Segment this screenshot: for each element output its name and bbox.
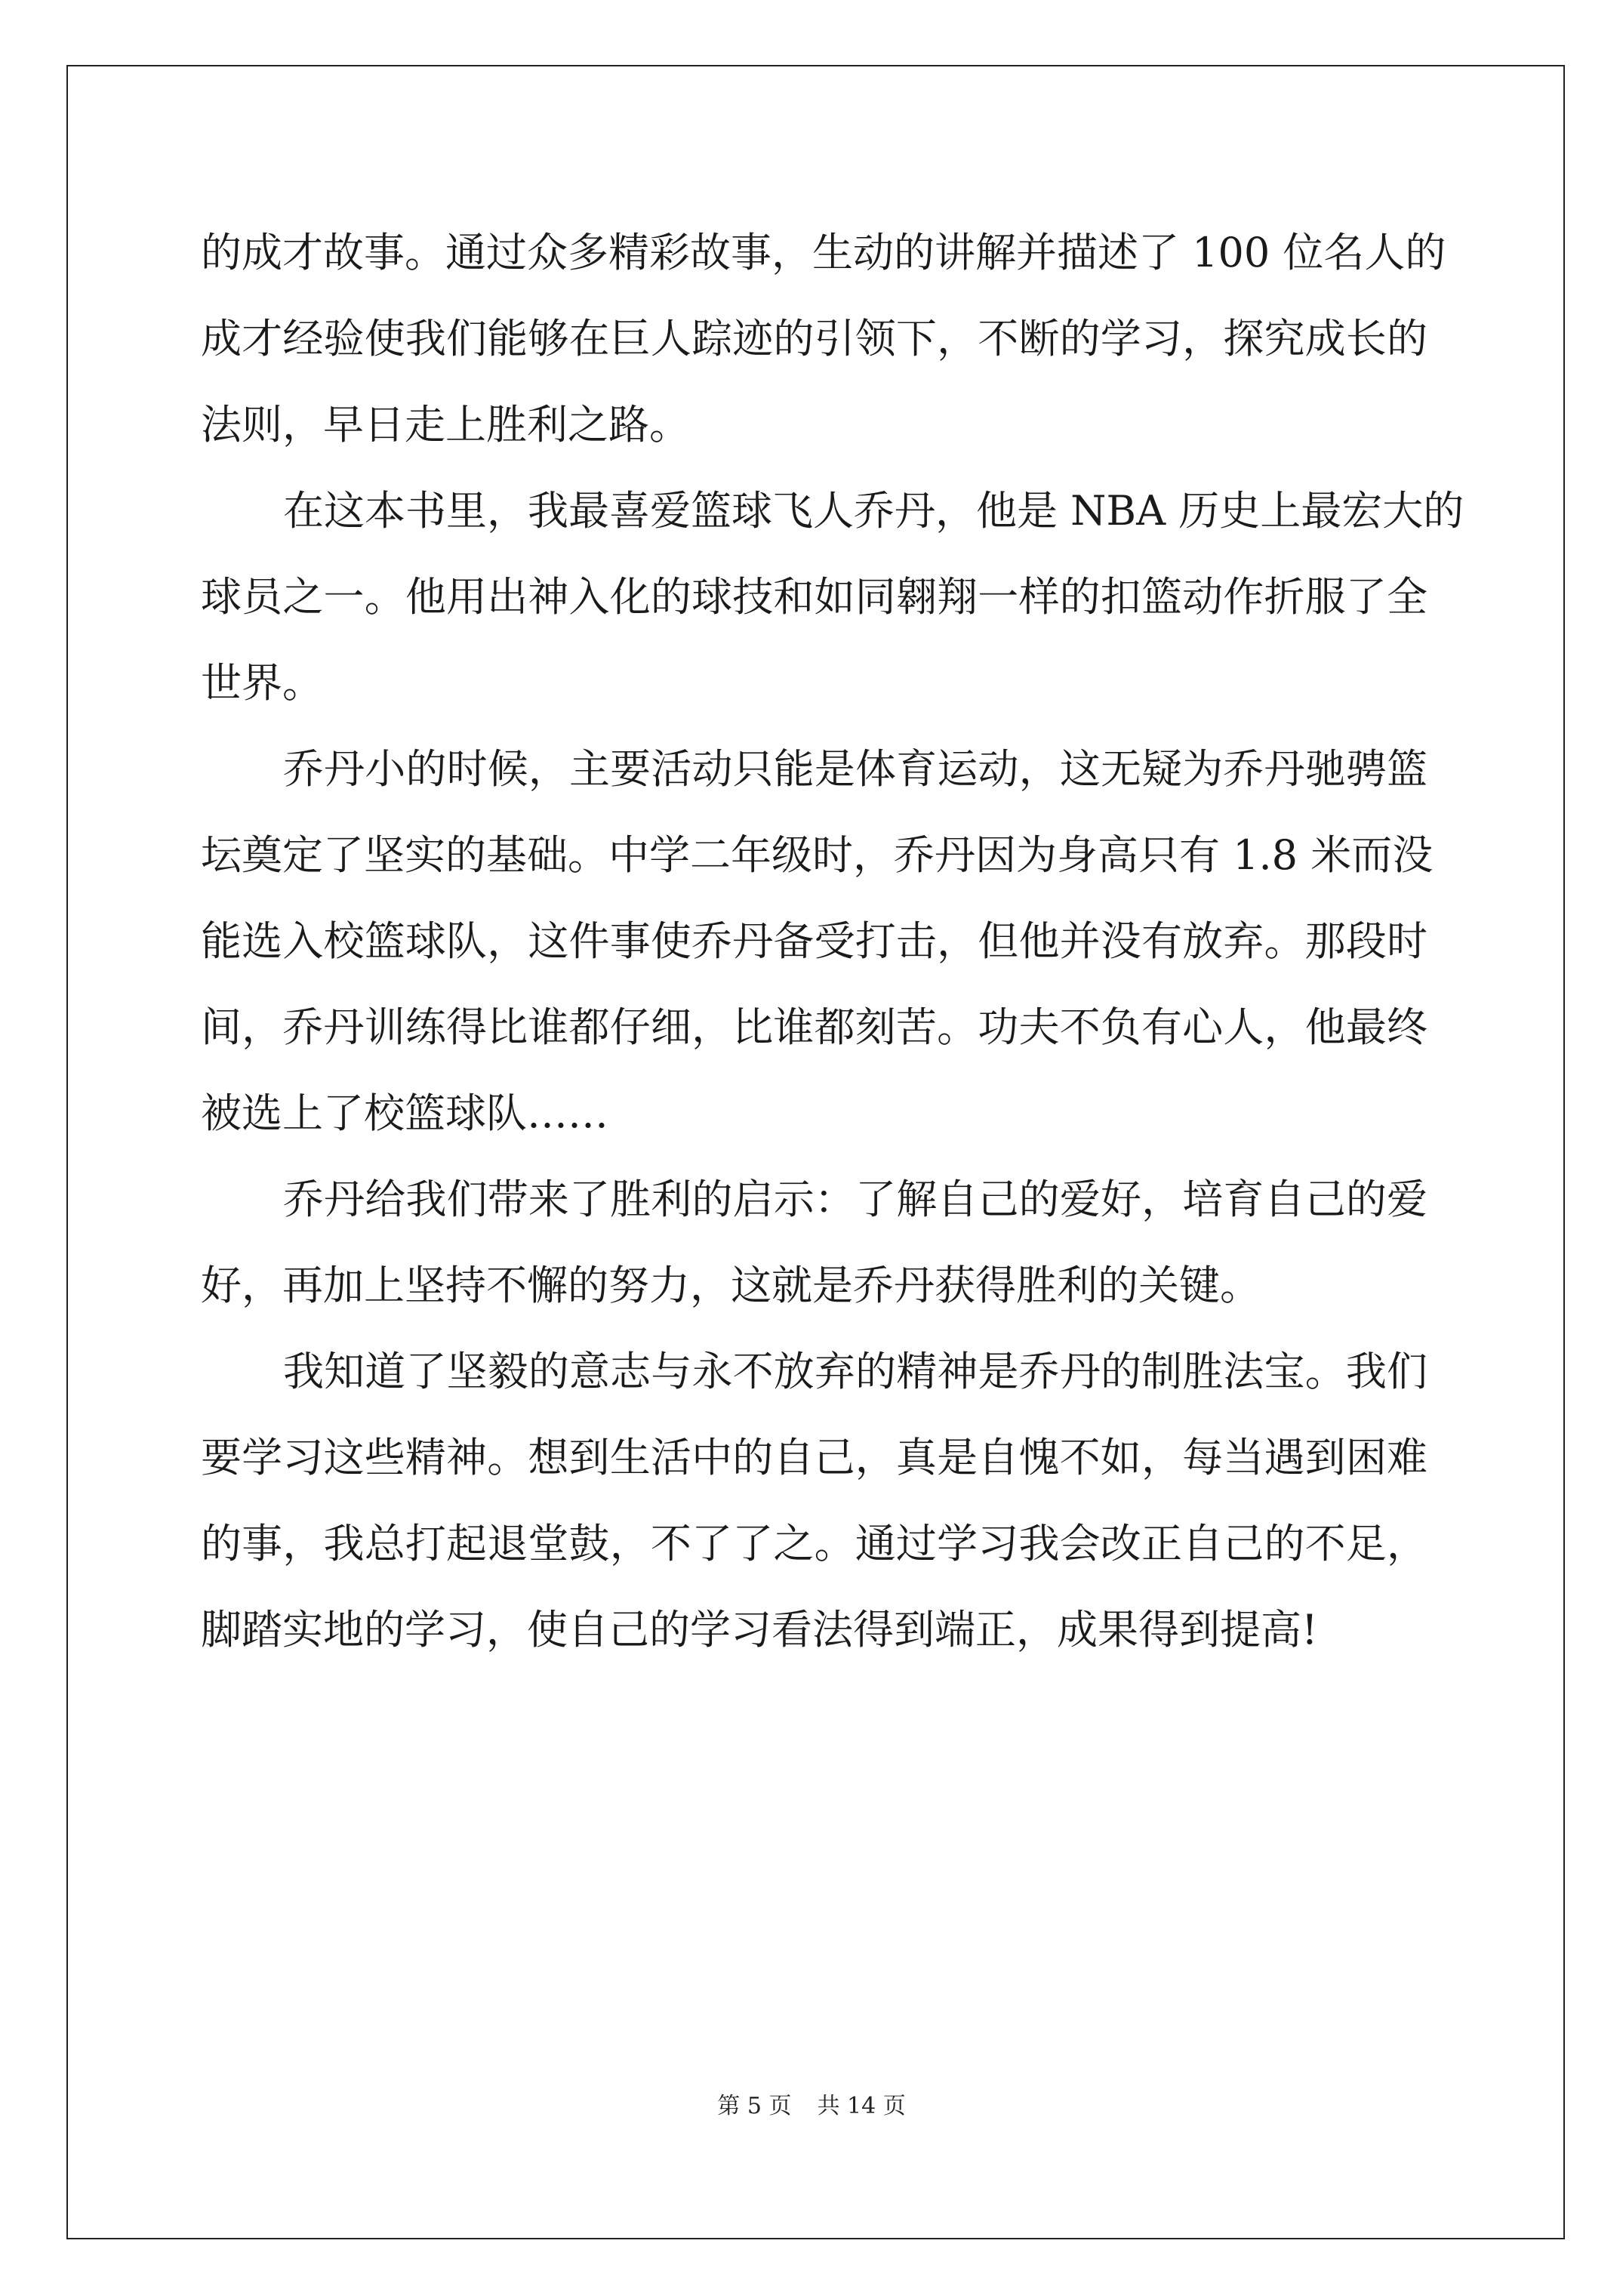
text-line: 乔丹小的时候，主要活动只能是体育运动，这无疑为乔丹驰骋篮 — [283, 745, 1427, 793]
text-line: 好，再加上坚持不懈的努力，这就是乔丹获得胜利的关键。 — [201, 1262, 1261, 1309]
text-line: 间，乔丹训练得比谁都仔细，比谁都刻苦。功夫不负有心人，他最终 — [201, 1003, 1427, 1051]
text-line: 成才经验使我们能够在巨人踪迹的引领下，不断的学习，探究成长的 — [201, 315, 1427, 362]
text-line: 脚踏实地的学习，使自己的学习看法得到端正，成果得到提高! — [201, 1606, 1318, 1653]
text-line: 我知道了坚毅的意志与永不放弃的精神是乔丹的制胜法宝。我们 — [283, 1348, 1427, 1395]
text-line: 能选入校篮球队，这件事使乔丹备受打击，但他并没有放弃。那段时 — [201, 917, 1427, 965]
page-footer — [0, 2091, 1623, 2122]
text-line: 世界。 — [201, 659, 323, 707]
paragraph — [201, 1329, 1427, 1673]
text-line: 法则，早日走上胜利之路。 — [201, 401, 690, 448]
page-total: 共 14 页 — [817, 2093, 906, 2119]
text-line: 球员之一。他用出神入化的球技和如同翱翔一样的扣篮动作折服了全 — [201, 573, 1427, 621]
text-line: 坛奠定了坚实的基础。中学二年级时，乔丹因为身高只有 1.8 米而没 — [201, 831, 1434, 879]
page-number: 第 5 页 — [717, 2093, 792, 2119]
text-line: 被选上了校篮球队…… — [201, 1089, 608, 1137]
text-line: 在这本书里，我最喜爱篮球飞人乔丹，他是 NBA 历史上最宏大的 — [283, 487, 1464, 535]
paragraph — [201, 726, 1434, 1157]
text-line: 乔丹给我们带来了胜利的启示：了解自己的爱好，培育自己的爱 — [283, 1176, 1427, 1223]
paragraph — [201, 210, 1446, 468]
text-line: 要学习这些精神。想到生活中的自己，真是自愧不如，每当遇到困难 — [201, 1434, 1427, 1481]
document-body — [201, 210, 1464, 1673]
text-line: 的事，我总打起退堂鼓，不了了之。通过学习我会改正自己的不足， — [201, 1520, 1427, 1567]
paragraph — [201, 1157, 1427, 1329]
paragraph — [201, 468, 1464, 726]
text-line: 的成才故事。通过众多精彩故事，生动的讲解并描述了 100 位名人的 — [201, 229, 1446, 276]
